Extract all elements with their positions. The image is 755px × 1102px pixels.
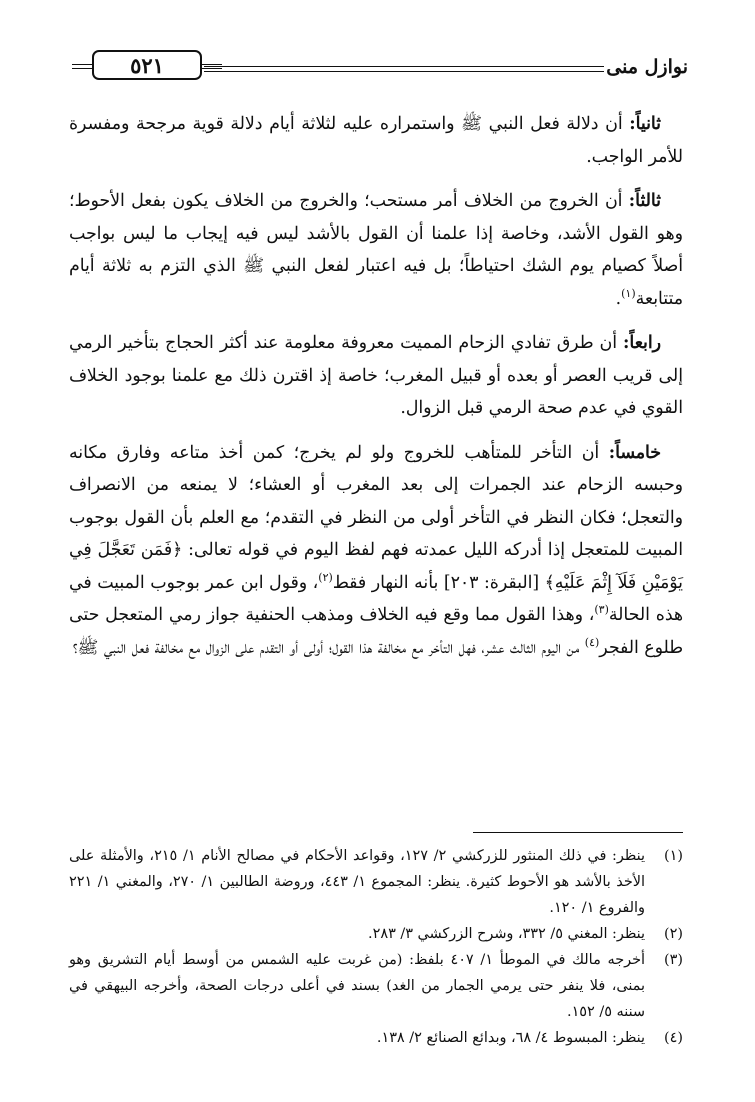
paragraph-lead: ثالثاً: (628, 191, 661, 211)
footnote-text: ينظر: في ذلك المنثور للزركشي ٢/ ١٢٧، وقواعد الأحكام في مصالح الأنام ١/ ٢١٥، والأمثلة على الأخذ بالأشد هو الأحوط كثيرة. ينظر: المجموع ١/ ٤٤٣، وروضة الطالبين ١/ ٢٧٠، والمغني ١/ ٢٢١ والفروع ١/ ١٢٠. (69, 848, 645, 916)
paragraph-third (69, 185, 683, 315)
paragraph-fourth (69, 327, 683, 425)
footnote-number: (٢) (664, 926, 683, 942)
footnote (69, 1025, 683, 1051)
main-text (69, 108, 683, 676)
footnote-text: أخرجه مالك في الموطأ ١/ ٤٠٧ بلفظ: (من غربت عليه الشمس من أوسط أيام التشريق وهو بمنى، فلا ينفر حتى يرمي الجمار من الغد) بسند في أعلى درجات الصحة، وأخرجه البيهقي في سننه ٥/ ١٥٢. (69, 952, 645, 1020)
header-rule (204, 66, 604, 72)
footnote-number: (١) (664, 848, 683, 864)
footnote-number: (٣) (664, 952, 683, 968)
paragraph-text: أن الخروج من الخلاف أمر مستحب؛ والخروج من الخلاف يكون بفعل الأحوط؛ وهو القول الأشد، وخاصة إذا علمنا أن القول بالأشد ليس فيه إيجاب ما ليس بواجب أصلاً كصيام يوم الشك احتياطاً؛ بل فيه اعتبار لفعل النبي ﷺ الذي التزم به ثلاثة أيام متتابعة (69, 191, 683, 309)
footnotes (69, 843, 683, 1051)
page-number: ٥٢١ (92, 50, 202, 80)
running-title: نوازل منى (606, 56, 688, 78)
paragraph-tail: . (615, 288, 622, 309)
footnote-text: ينظر: المغني ٥/ ٣٣٢، وشرح الزركشي ٣/ ٢٨٣. (368, 926, 645, 942)
paragraph-text: ، وقول ابن عمر بوجوب المبيت في هذه الحالة (69, 572, 684, 625)
footnote-ref[interactable]: (١) (621, 286, 636, 300)
footnote (69, 947, 683, 1025)
footnote-text: ينظر: المبسوط ٤/ ٦٨، وبدائع الصنائع ٢/ ١٣٨. (376, 1030, 645, 1046)
footnote-ref[interactable]: (٤) (584, 635, 600, 649)
paragraph-fifth (69, 437, 683, 665)
footnote-separator (473, 832, 683, 833)
paragraph-text: من اليوم الثالث عشر، فهل التأخر مع مخالفة هذا القول؛ أولى أو التقدم على الزوال مع مخالفة فعل النبي ﷺ؟ (72, 637, 585, 658)
paragraph-text: ، وهذا القول مما وقع فيه الخلاف ومذهب الحنفية جواز رمي المتعجل حتى طلوع الفجر (69, 605, 683, 658)
footnote (69, 843, 683, 921)
paragraph-text: أن دلالة فعل النبي ﷺ واستمراره عليه لثلاثة أيام دلالة قوية مرجحة ومفسرة للأمر الواجب. (69, 114, 683, 167)
footnote (69, 921, 683, 947)
page-header (70, 50, 688, 94)
paragraph-second (69, 108, 683, 173)
paragraph-text: أن التأخر للمتأهب للخروج ولو لم يخرج؛ كمن أخذ متاعه وفارق مكانه وحبسه الزحام عند الجمرات إلى بعد المغرب أو العشاء؛ لا يمنعه من الانصراف والتعجل؛ فكان النظر في التأخر أولى من النظر في التقدم؛ مع العلم بأن القول بوجوب المبيت للمتعجل إذا أدركه الليل عمدته فهم لفظ اليوم في قوله تعالى: ﴿فَمَن تَعَجَّلَ فِي يَوْمَيْنِ فَلَآ إِثْمَ عَلَيْهِ﴾ [البقرة: ٢٠٣] بأنه النهار فقط (69, 442, 683, 593)
footnote-number: (٤) (664, 1030, 683, 1046)
paragraph-lead: خامساً: (608, 442, 661, 463)
paragraph-lead: رابعاً: (623, 333, 661, 353)
footnote-ref[interactable]: (٣) (594, 603, 609, 617)
paragraph-text: أن طرق تفادي الزحام المميت معروفة معلومة عند أكثر الحجاج بتأخير الرمي إلى قريب العصر أو بعده أو قبيل المغرب؛ خاصة إذ اقترن ذلك مع علمنا بوجود الخلاف القوي في عدم صحة الرمي قبل الزوال. (69, 333, 683, 418)
paragraph-lead: ثانياً: (629, 114, 661, 134)
footnote-ref[interactable]: (٢) (318, 570, 333, 584)
